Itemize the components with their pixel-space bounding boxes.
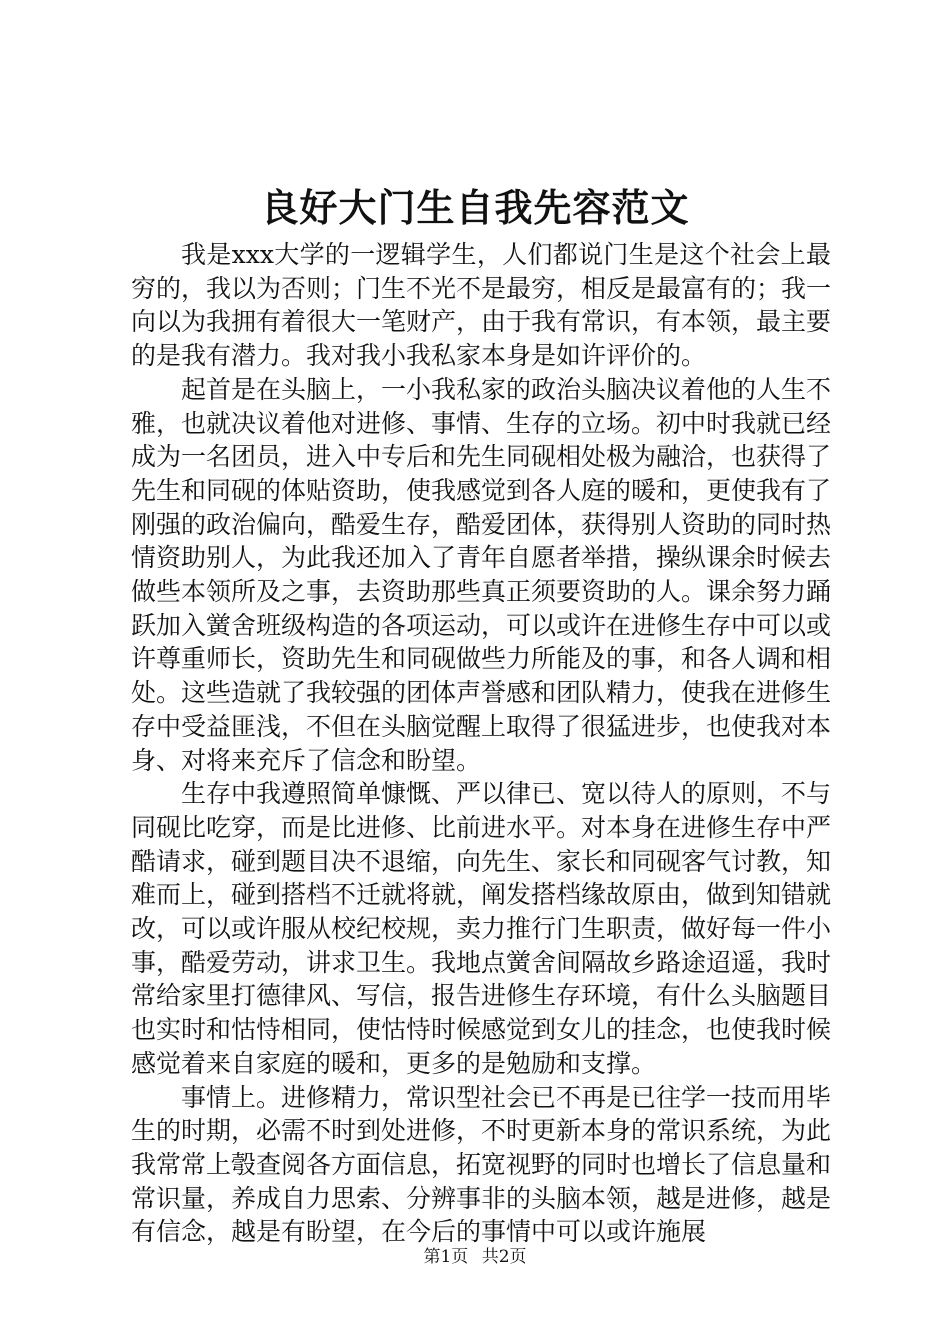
document-body xyxy=(131,238,831,1249)
paragraph-intro: 我是xxx大学的一逻辑学生，人们都说门生是这个社会上最穷的，我以为否则；门生不光不是最穷，相反是最富有的；我一向以为我拥有着很大一笔财产，由于我有常识，有本领，最主要的是我有潜力。我对我小我私家本身是如许评价的。 xyxy=(131,240,832,371)
page-total: 共2页 xyxy=(481,1247,527,1267)
paragraph-work: 事情上。进修精力，常识型社会已不再是已往学一技而用毕生的时期，必需不时到处进修，不时更新本身的常识系统，为此我常常上彀查阅各方面信息，拓宽视野的同时也增长了信息量和常识量，养成自力思索、分辨事非的头脑本领，越是进修，越是有信念，越是有盼望，在今后的事情中可以或许施展 xyxy=(131,1082,832,1247)
paragraph-ideology: 起首是在头脑上，一小我私家的政治头脑决议着他的人生不雅，也就决议着他对进修、事情、生存的立场。初中时我就已经成为一名团员，进入中专后和先生同砚相处极为融洽，也获得了先生和同砚的体贴资助，使我感觉到各人庭的暖和，更使我有了刚强的政治偏向，酷爱生存，酷爱团体，获得别人资助的同时热情资助别人，为此我还加入了青年自愿者举措，操纵课余时候去做些本领所及之事，去资助那些真正须要资助的人。课余努力踊跃加入黉舍班级构造的各项运动，可以或许在进修生存中可以或许尊重师长，资助先生和同砚做些力所能及的事，和各人调和相处。这些造就了我较强的团体声誉感和团队精力，使我在进修生存中受益匪浅，不但在头脑觉醒上取得了很猛进步，也使我对本身、对将来充斥了信念和盼望。 xyxy=(131,374,832,775)
document-title: 良好大门生自我先容范文 xyxy=(260,186,690,230)
page-footer xyxy=(0,1246,950,1268)
paragraph-life: 生存中我遵照简单慷慨、严以律已、宽以待人的原则，不与同砚比吃穿，而是比进修、比前进水平。对本身在进修生存中严酷请求，碰到题目决不退缩，向先生、家长和同砚客气讨教，知难而上，碰到搭档不迁就将就，阐发搭档缘故原由，做到知错就改，可以或许服从校纪校规，卖力推行门生职责，做好每一件小事，酷爱劳动，讲求卫生。我地点黉舍间隔故乡路途迢遥，我时常给家里打德律风、写信，报告进修生存环境，有什么头脑题目也实时和怙恃相同，使怙恃时候感觉到女儿的挂念，也使我时候感觉着来自家庭的暖和，更多的是勉励和支撑。 xyxy=(131,779,832,1078)
page-number: 第1页 xyxy=(423,1247,469,1267)
